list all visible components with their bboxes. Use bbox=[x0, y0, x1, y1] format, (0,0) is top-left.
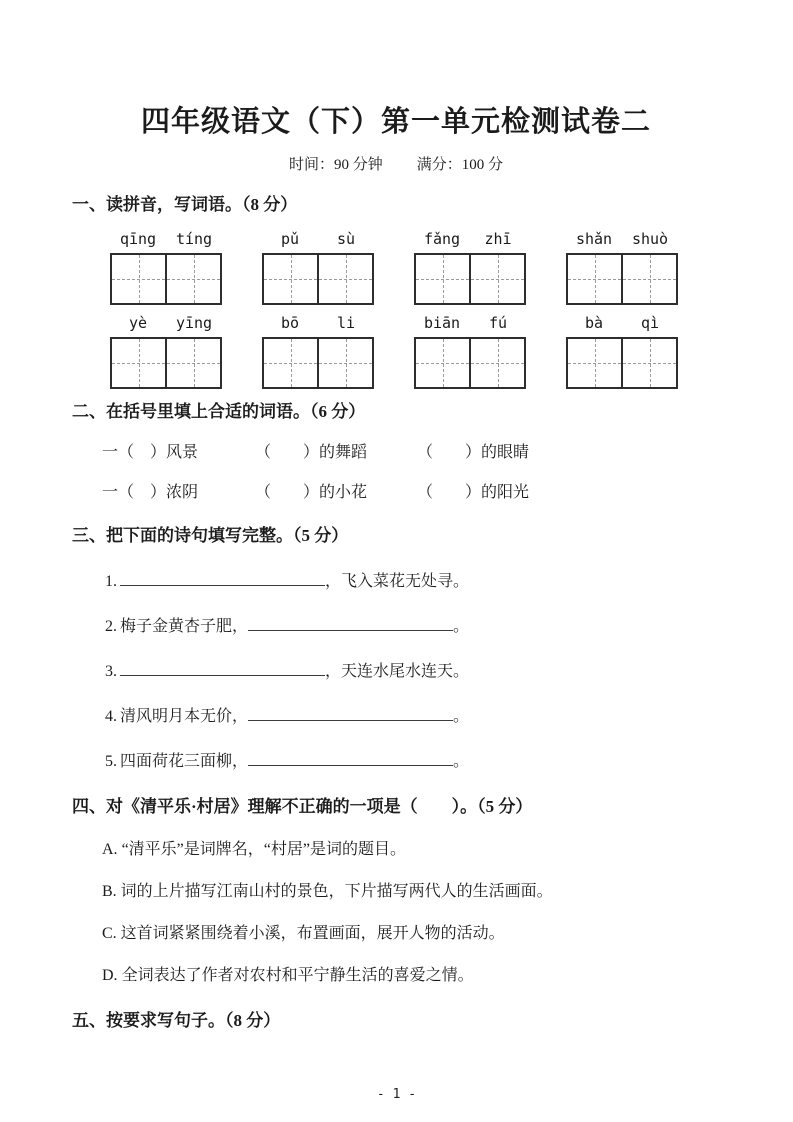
writing-cell bbox=[317, 339, 372, 387]
fill-item: （ ）的眼睛 bbox=[417, 444, 530, 461]
section-multiple-choice bbox=[72, 796, 720, 986]
writing-box bbox=[262, 337, 374, 389]
writing-box bbox=[262, 253, 374, 305]
section-3-heading: 三、把下面的诗句填写完整。（5 分） bbox=[72, 526, 349, 545]
option-label: B. bbox=[102, 883, 117, 900]
page-title: 四年级语文（下）第一单元检测试卷二 bbox=[140, 106, 651, 138]
option-text: “清平乐”是词牌名，“村居”是词的题目。 bbox=[121, 841, 406, 858]
pinyin-group bbox=[110, 314, 222, 389]
fill-item: （ ）的舞蹈 bbox=[255, 444, 368, 461]
page-number: - 1 - bbox=[376, 1087, 417, 1102]
writing-cell bbox=[568, 255, 621, 303]
fill-words-row-2 bbox=[72, 483, 720, 503]
fill-item: （ ）的阳光 bbox=[417, 484, 530, 501]
pinyin-label: biān fú bbox=[423, 314, 508, 332]
verse-item-1 bbox=[72, 569, 720, 592]
verse-text-pre: 四面荷花三面柳， bbox=[120, 753, 249, 770]
verse-item-2 bbox=[72, 614, 720, 637]
fill-item: （ ）的小花 bbox=[255, 484, 368, 501]
pinyin-group bbox=[262, 230, 374, 305]
option-label: A. bbox=[102, 841, 118, 858]
option-c bbox=[72, 924, 720, 944]
pinyin-row-2 bbox=[110, 314, 678, 389]
pinyin-writing-area bbox=[110, 230, 678, 389]
pinyin-label: fǎng zhī bbox=[423, 230, 512, 248]
writing-box bbox=[566, 337, 678, 389]
verse-text-pre: 梅子金黄杏子肥， bbox=[120, 618, 249, 635]
fill-item: 一（ ）风景 bbox=[102, 444, 199, 461]
section-2-heading: 二、在括号里填上合适的词语。（6 分） bbox=[72, 402, 366, 421]
option-b bbox=[72, 882, 720, 902]
writing-cell bbox=[621, 339, 676, 387]
answer-blank bbox=[120, 569, 325, 586]
answer-blank bbox=[248, 704, 453, 721]
pinyin-group bbox=[414, 314, 526, 389]
option-text: 这首词紧紧围绕着小溪，布置画面，展开人物的活动。 bbox=[120, 925, 505, 942]
writing-box bbox=[566, 253, 678, 305]
fill-item: 一（ ）浓阴 bbox=[102, 484, 199, 501]
writing-cell bbox=[416, 255, 469, 303]
pinyin-label: yè yīng bbox=[128, 314, 213, 332]
writing-cell bbox=[469, 339, 524, 387]
verse-text-post: 。 bbox=[453, 753, 470, 770]
pinyin-group bbox=[110, 230, 222, 305]
writing-box bbox=[414, 337, 526, 389]
writing-cell bbox=[112, 255, 165, 303]
answer-blank bbox=[120, 659, 325, 676]
writing-box bbox=[110, 253, 222, 305]
writing-cell bbox=[165, 255, 220, 303]
section-5-heading: 五、按要求写句子。（8 分） bbox=[72, 1011, 281, 1030]
pinyin-label: bō li bbox=[280, 314, 356, 332]
option-label: C. bbox=[102, 925, 117, 942]
section-4-heading: 四、对《清平乐·村居》理解不正确的一项是（ ）。（5 分） bbox=[72, 797, 533, 816]
writing-cell bbox=[568, 339, 621, 387]
verse-item-3 bbox=[72, 659, 720, 682]
pinyin-group bbox=[566, 314, 678, 389]
item-number: 4. bbox=[105, 708, 117, 725]
writing-cell bbox=[469, 255, 524, 303]
full-score: 满分：100 分 bbox=[416, 157, 504, 173]
verse-text-post: ，飞入菜花无处寻。 bbox=[325, 573, 470, 590]
pinyin-label: shǎn shuò bbox=[575, 230, 669, 248]
section-sentences bbox=[72, 1010, 720, 1032]
writing-cell bbox=[621, 255, 676, 303]
fill-words-row-1 bbox=[72, 443, 720, 463]
verse-item-4 bbox=[72, 704, 720, 727]
option-text: 全词表达了作者对农村和平宁静生活的喜爱之情。 bbox=[121, 967, 474, 984]
verse-text-post: 。 bbox=[453, 618, 470, 635]
writing-cell bbox=[165, 339, 220, 387]
writing-cell bbox=[112, 339, 165, 387]
item-number: 3. bbox=[105, 663, 117, 680]
time-limit: 时间：90 分钟 bbox=[288, 157, 383, 173]
exam-meta bbox=[72, 156, 720, 174]
pinyin-label: pǔ sù bbox=[280, 230, 356, 248]
writing-cell bbox=[264, 255, 317, 303]
pinyin-group bbox=[566, 230, 678, 305]
verse-text-post: 。 bbox=[453, 708, 470, 725]
option-a bbox=[72, 840, 720, 860]
item-number: 2. bbox=[105, 618, 117, 635]
pinyin-group bbox=[414, 230, 526, 305]
verse-item-5 bbox=[72, 749, 720, 772]
writing-cell bbox=[317, 255, 372, 303]
writing-cell bbox=[416, 339, 469, 387]
answer-blank bbox=[248, 614, 453, 631]
section-pinyin bbox=[72, 194, 720, 389]
pinyin-row-1 bbox=[110, 230, 678, 305]
option-label: D. bbox=[102, 967, 118, 984]
option-d bbox=[72, 966, 720, 986]
section-1-heading: 一、读拼音，写词语。（8 分） bbox=[72, 195, 298, 214]
pinyin-group bbox=[262, 314, 374, 389]
writing-cell bbox=[264, 339, 317, 387]
verse-text-pre: 清风明月本无价， bbox=[120, 708, 249, 725]
item-number: 1. bbox=[105, 573, 117, 590]
pinyin-label: bà qì bbox=[584, 314, 660, 332]
answer-blank bbox=[248, 749, 453, 766]
writing-box bbox=[414, 253, 526, 305]
item-number: 5. bbox=[105, 753, 117, 770]
verse-text-post: ，天连水尾水连天。 bbox=[325, 663, 470, 680]
writing-box bbox=[110, 337, 222, 389]
option-text: 词的上片描写江南山村的景色，下片描写两代人的生活画面。 bbox=[120, 883, 553, 900]
section-verses bbox=[72, 525, 720, 772]
pinyin-label: qīng tíng bbox=[119, 230, 213, 248]
section-fill-words bbox=[72, 401, 720, 503]
